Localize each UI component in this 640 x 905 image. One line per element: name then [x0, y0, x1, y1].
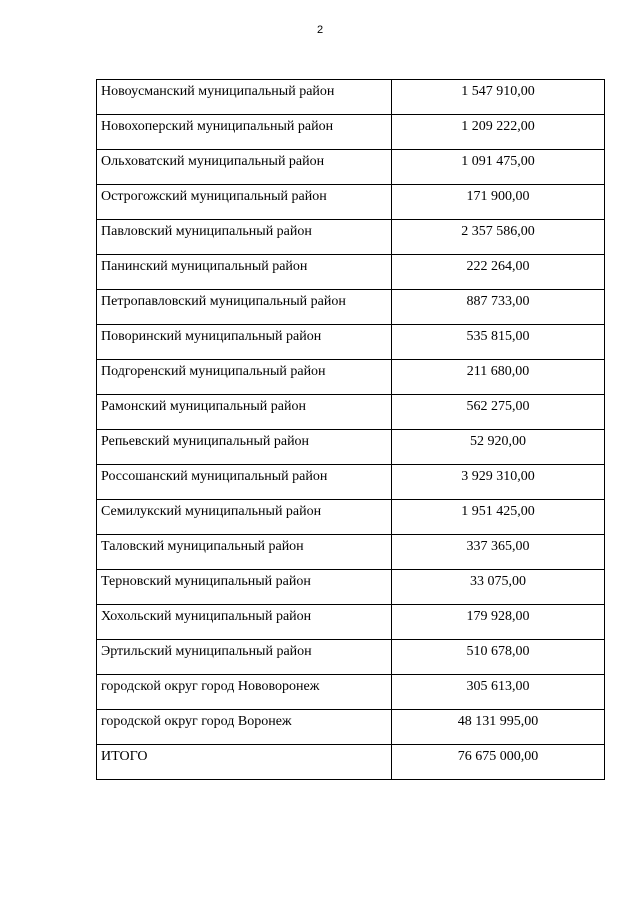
district-amount: 510 678,00 [392, 640, 605, 675]
district-amount: 337 365,00 [392, 535, 605, 570]
table-row [97, 220, 605, 255]
table-row [97, 185, 605, 220]
district-name: Петропавловский муниципальный район [97, 290, 392, 325]
district-amount: 1 547 910,00 [392, 80, 605, 115]
table-row [97, 640, 605, 675]
table-row [97, 395, 605, 430]
district-amount: 179 928,00 [392, 605, 605, 640]
district-amount: 222 264,00 [392, 255, 605, 290]
district-name: Эртильский муниципальный район [97, 640, 392, 675]
table-row [97, 710, 605, 745]
district-amount: 52 920,00 [392, 430, 605, 465]
district-name: Терновский муниципальный район [97, 570, 392, 605]
district-amount: 2 357 586,00 [392, 220, 605, 255]
table-row [97, 535, 605, 570]
table-row [97, 115, 605, 150]
table-row [97, 675, 605, 710]
district-name: Новохоперский муниципальный район [97, 115, 392, 150]
district-name: Репьевский муниципальный район [97, 430, 392, 465]
district-name: Рамонский муниципальный район [97, 395, 392, 430]
district-amount: 33 075,00 [392, 570, 605, 605]
district-name: Подгоренский муниципальный район [97, 360, 392, 395]
district-amount: 305 613,00 [392, 675, 605, 710]
table-row [97, 80, 605, 115]
district-name: Хохольский муниципальный район [97, 605, 392, 640]
district-name: городской округ город Воронеж [97, 710, 392, 745]
district-name: Россошанский муниципальный район [97, 465, 392, 500]
district-name: Новоусманский муниципальный район [97, 80, 392, 115]
table-row [97, 360, 605, 395]
district-amount: 171 900,00 [392, 185, 605, 220]
table-row [97, 255, 605, 290]
district-amount: 3 929 310,00 [392, 465, 605, 500]
district-amount: 887 733,00 [392, 290, 605, 325]
total-amount: 76 675 000,00 [392, 745, 605, 780]
table-row [97, 150, 605, 185]
district-name: Острогожский муниципальный район [97, 185, 392, 220]
district-name: Ольховатский муниципальный район [97, 150, 392, 185]
district-amount: 211 680,00 [392, 360, 605, 395]
district-name: Поворинский муниципальный район [97, 325, 392, 360]
page-number: 2 [316, 24, 324, 36]
table-row [97, 570, 605, 605]
district-name: Семилукский муниципальный район [97, 500, 392, 535]
district-amount: 562 275,00 [392, 395, 605, 430]
district-amount: 1 091 475,00 [392, 150, 605, 185]
table-row [97, 325, 605, 360]
allocation-table [96, 79, 605, 780]
district-amount: 1 209 222,00 [392, 115, 605, 150]
table-row [97, 605, 605, 640]
district-name: Панинский муниципальный район [97, 255, 392, 290]
district-name: Таловский муниципальный район [97, 535, 392, 570]
district-amount: 48 131 995,00 [392, 710, 605, 745]
table-row [97, 500, 605, 535]
district-amount: 1 951 425,00 [392, 500, 605, 535]
table-row [97, 465, 605, 500]
district-name: Павловский муниципальный район [97, 220, 392, 255]
table-row [97, 290, 605, 325]
total-label: ИТОГО [97, 745, 392, 780]
table-row [97, 430, 605, 465]
district-name: городской округ город Нововоронеж [97, 675, 392, 710]
total-row [97, 745, 605, 780]
district-amount: 535 815,00 [392, 325, 605, 360]
